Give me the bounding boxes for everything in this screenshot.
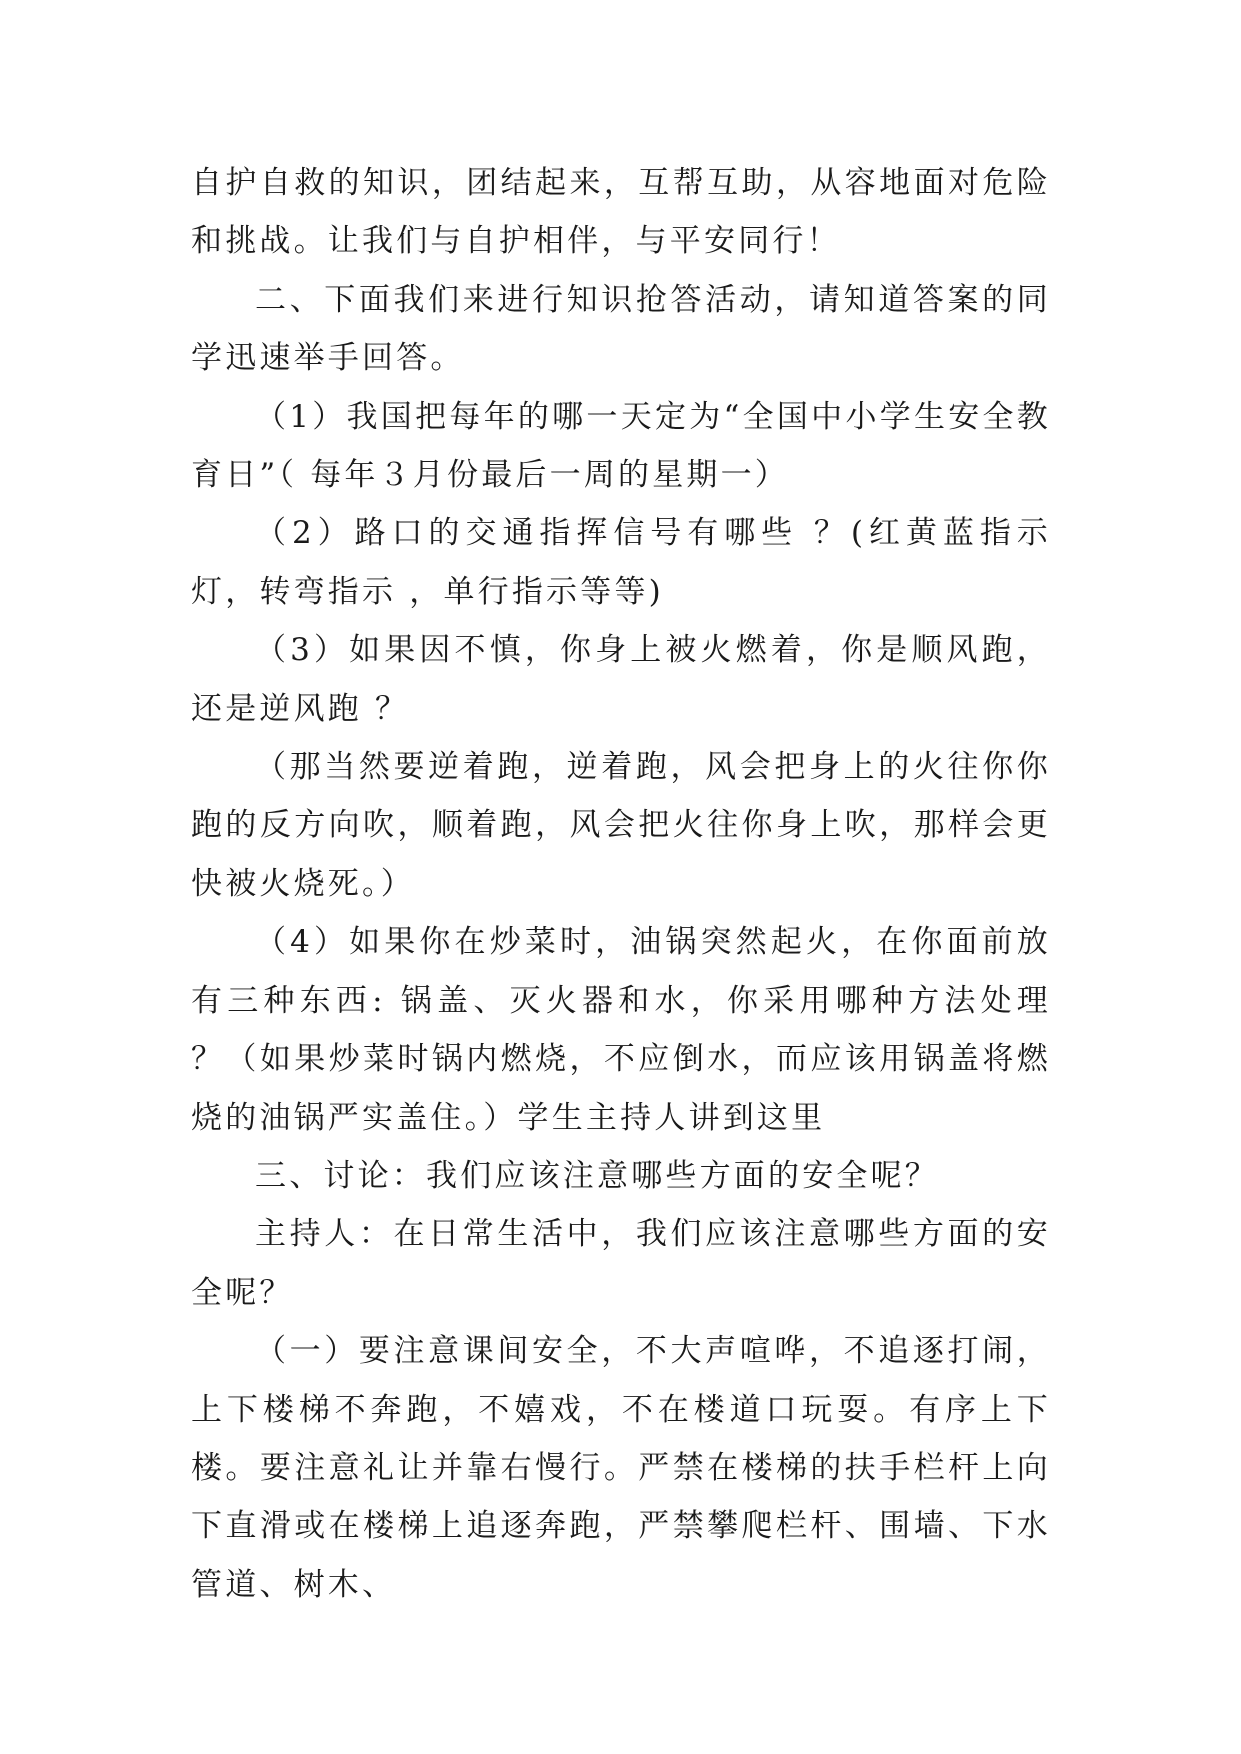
paragraph-question-4: （4）如果你在炒菜时，油锅突然起火，在你面前放有三种东西: 锅盖、灭火器和水，你采用哪种方法处理 ？（如果炒菜时锅内燃烧，不应倒水，而应该用锅盖将燃烧的油锅严实盖住。）学生主持人讲到这里: [191, 924, 1051, 1136]
paragraph-question-3: （3）如果因不慎，你身上被火燃着，你是顺风跑，还是逆风跑 ？: [191, 632, 1051, 727]
paragraph-continuation: 自护自救的知识，团结起来，互帮互助，从容地面对危险和挑战。让我们与自护相伴，与平安同行！: [191, 165, 1051, 260]
document-body: [191, 154, 1051, 1614]
paragraph-item-one: （一）要注意课间安全，不大声喧哗，不追逐打闹，上下楼梯不奔跑，不嬉戏，不在楼道口玩耍。有序上下楼。要注意礼让并靠右慢行。严禁在楼梯的扶手栏杆上向下直滑或在楼梯上追逐奔跑，严禁攀爬栏杆、围墙、下水管道、树木、: [191, 1333, 1051, 1603]
paragraph-section-two: 二、下面我们来进行知识抢答活动，请知道答案的同学迅速举手回答。: [191, 281, 1051, 377]
paragraph-host-question: 主持人：在日常生活中，我们应该注意哪些方面的安全呢？: [191, 1216, 1051, 1311]
paragraph-question-2: （2）路口的交通指挥信号有哪些 ？(红黄蓝指示灯，转弯指示 ，单行指示等等): [191, 515, 1051, 610]
paragraph-section-three: 三、讨论：我们应该注意哪些方面的安全呢？: [255, 1157, 939, 1194]
paragraph-answer-3: （那当然要逆着跑，逆着跑，风会把身上的火往你你跑的反方向吹，顺着跑，风会把火往你身上吹，那样会更快被火烧死。）: [191, 749, 1051, 902]
paragraph-question-1: （1）我国把每年的哪一天定为“全国中小学生安全教育日”（ 每年３月份最后一周的星期一）: [191, 398, 1051, 494]
